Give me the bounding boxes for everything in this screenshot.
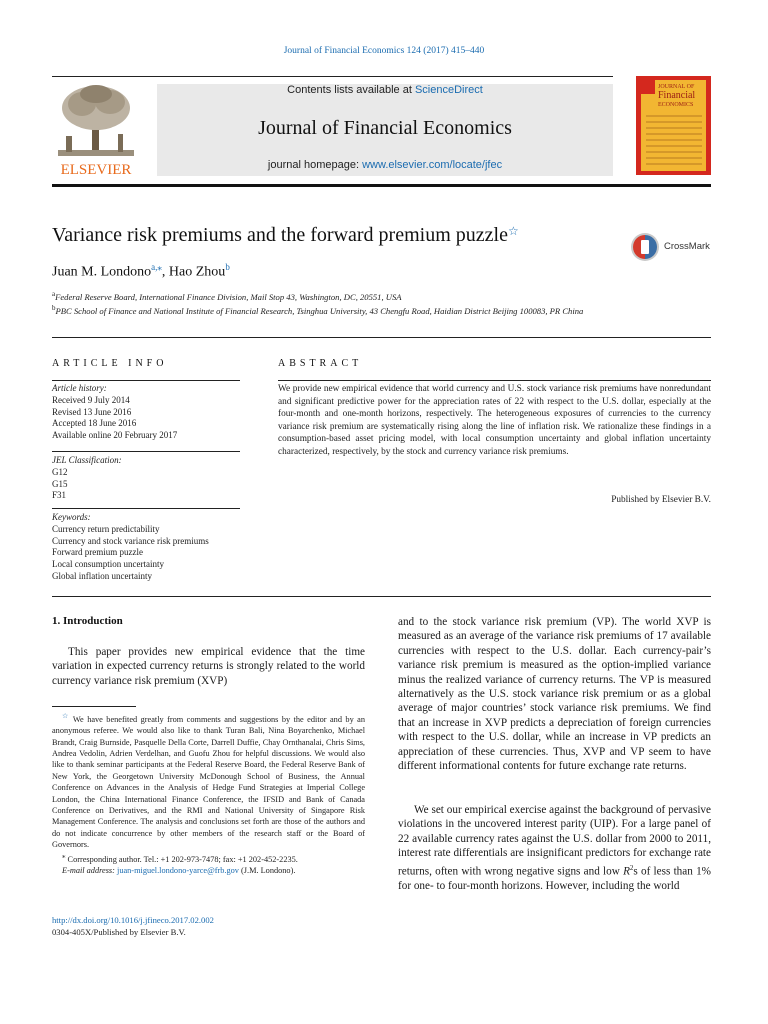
author-name[interactable]: Hao Zhou	[168, 264, 226, 280]
article-title	[52, 224, 519, 247]
keyword: Global inflation uncertainty	[52, 570, 152, 581]
keyword: Local consumption uncertainty	[52, 559, 164, 570]
corresponding-author-footnote: ⁎ Corresponding author. Tel.: +1 202-973-7478; fax: +1 202-452-2235.	[62, 852, 298, 864]
intro-paragraph-1: This paper provides new empirical evidence that the time variation in expected currency returns is strongly related to the world currency variance risk premium (XVP)	[52, 646, 365, 687]
cover-title-line2: Financial	[658, 90, 696, 101]
affiliation-a: $^a$Federal Reserve Board, International Finance Division, Mail Stop 43, Washington, DC, 20551, USA	[52, 290, 402, 302]
affiliation-b: $^b$PBC School of Finance and National Institute of Financial Research, Tsinghua University, 43 Chengfu Road, Haidian District Beijing 100083, PR China	[52, 304, 584, 317]
keyword: Currency return predictability	[52, 523, 160, 534]
elsevier-logo[interactable]	[52, 82, 140, 178]
history-item: Available online 20 February 2017	[52, 430, 178, 441]
footnote-rule	[52, 706, 136, 707]
abstract-rule	[278, 380, 711, 381]
journal-homepage-link[interactable]: www.elsevier.com/locate/jfec	[362, 159, 503, 171]
intro-paragraph-1-continued: and to the stock variance risk premium (VP). The world XVP is measured as an average of the variance risk premiums of 17 available currencies with respect to the U.S. dollar. Each currency-pair’s variance risk premium is measured as the option-implied variance minus the realized variance of currency returns. The VP is measured alternatively as the U.S. stock variance risk premium or as a global average of major countries’ stock variance risk premiums. We find that an increase in XVP predicts a depreciation of foreign currencies with respect to the U.S. dollar, while an increase in VP predicts an appreciation of these currencies. Thus, XVP and VP seem to have different informational contents for future exchange rate returns.	[398, 616, 711, 773]
doi-link[interactable]: http://dx.doi.org/10.1016/j.jfineco.2017.02.002	[52, 915, 214, 925]
header-bottom-rule	[52, 184, 711, 187]
journal-title: Journal of Financial Economics	[258, 117, 512, 139]
intro-paragraph-2: We set our empirical exercise against the background of pervasive violations in the uncovered interest parity (UIP). For a large panel of 22 available currency rates against the U.S. dollar from 2000 to 2011, interest rate differentials are insignificant predictors for exchange rate returns, often with wrong negative signs and low $R^2s$ of less than 1% for one- to four-month horizons. However, including the world	[398, 804, 711, 892]
history-item: Accepted 18 June 2016	[52, 418, 137, 429]
header-top-rule	[52, 76, 613, 77]
history-item: Revised 13 June 2016	[52, 406, 132, 417]
author-name[interactable]: Juan M. Londono	[52, 264, 152, 280]
affiliations	[52, 289, 632, 318]
jel-code: F31	[52, 490, 67, 501]
jel-classification	[52, 455, 242, 502]
front-matter-rule	[52, 596, 711, 597]
cover-title-line1: JOURNAL OF	[658, 84, 695, 90]
crossmark-badge[interactable]	[630, 232, 714, 262]
keywords	[52, 512, 242, 583]
title-footnote-mark[interactable]: ☆	[507, 224, 519, 238]
article-history	[52, 383, 242, 442]
keyword: Currency and stock variance risk premiums	[52, 535, 209, 546]
homepage-line	[157, 159, 613, 171]
abstract-publisher: Published by Elsevier B.V.	[611, 495, 711, 505]
acknowledgement-footnote: ☆ We have benefited greatly from comments and suggestions by the editor and by an anonymous referee. We would also like to thank Turan Bali, Nina Boyarchenko, Michael Brandt, Craig Burnside, Pasquelle Della Corte, Darrell Duffie, Chay Ornthanalai, Chris Sims, Andrea Vedolin, Adrien Verdelhan, and Guofu Zhou for helpful discussions. We would also like to thank seminar participants at the Federal Reserve Board, the Federal Reserve Bank of New York, the Georgetown University McDonough School of Business, the Annual Conference on Advances in the Analysis of Hedge Fund Strategies at Imperial College London, the China International Finance Conference, the IFSID and Bank of Canada Conference on Derivatives, and the RMI and National University of Singapore Risk Management Conference. The analysis and conclusions set forth are those of the authors and do not indicate concurrence by other members of the research staff or the Board of Governors.	[52, 713, 365, 850]
author-separator: ,	[161, 264, 169, 280]
contents-prefix: Contents lists available at	[287, 84, 415, 96]
elsevier-wordmark: ELSEVIER	[60, 162, 132, 178]
email-footnote: E-mail address: juan-miguel.londono-yarce@frb.gov (J.M. Londono).	[62, 865, 296, 875]
article-title-text: Variance risk premiums and the forward premium puzzle	[52, 224, 508, 246]
author-email-link[interactable]: juan-miguel.londono-yarce@frb.gov	[117, 865, 239, 875]
jel-code: G15	[52, 478, 68, 489]
introduction-heading: 1. Introduction	[52, 615, 123, 627]
homepage-prefix: journal homepage:	[267, 159, 363, 171]
info-rule	[52, 508, 240, 509]
article-info-heading: ARTICLE INFO	[52, 358, 168, 369]
crossmark-icon	[630, 232, 662, 262]
journal-citation[interactable]: Journal of Financial Economics 124 (2017) 415–440	[283, 46, 485, 56]
author-affil-mark[interactable]: b	[225, 262, 230, 272]
info-rule	[52, 451, 240, 452]
abstract-heading: ABSTRACT	[278, 358, 363, 369]
keywords-heading: Keywords:	[52, 512, 91, 522]
footnotes	[52, 711, 365, 876]
cover-title-line3: ECONOMICS	[658, 102, 694, 108]
section-rule	[52, 337, 711, 338]
jel-code: G12	[52, 466, 68, 477]
keyword: Forward premium puzzle	[52, 547, 143, 558]
info-rule	[52, 380, 240, 381]
history-heading: Article history:	[52, 383, 107, 393]
crossmark-label: CrossMark	[664, 241, 710, 252]
abstract-text: We provide new empirical evidence that world currency and U.S. stock variance risk premiums have nonredundant and significant predictive power for the appreciation rates of 22 with respect to the U.S. dollar, especially at the four-month and one-month horizons, respectively. The heterogeneous exposures of currencies to the currency variance risk premium are systematically rising along the line of inflation risk. We rationalize these findings in a consumption-based asset pricing model, with local consumption uncertainty and global inflation uncertainty characterized, respectively, by the stock and currency variance risk premiums.	[278, 384, 711, 457]
journal-cover-image[interactable]	[636, 76, 711, 175]
tree-icon	[58, 85, 134, 156]
sciencedirect-link[interactable]: ScienceDirect	[414, 84, 483, 96]
author-list	[52, 262, 230, 281]
author-affil-mark[interactable]: a,⁎	[151, 262, 162, 272]
issn-line: 0304-405X/Published by Elsevier B.V.	[52, 927, 186, 937]
contents-line	[157, 84, 613, 96]
jel-heading: JEL Classification:	[52, 455, 122, 465]
history-item: Received 9 July 2014	[52, 394, 130, 405]
